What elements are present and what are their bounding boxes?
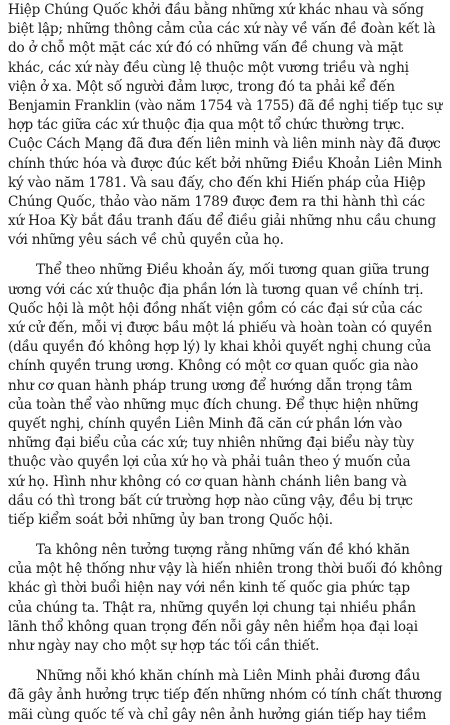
text-line: lãnh thổ không quan trọng đến nỗi gây nên hiểm họa đại loại <box>8 618 418 635</box>
text-line: của chúng ta. Thật ra, những quyền lợi chung tại nhiều phần <box>8 599 416 616</box>
text-line: biệt lập; những thông cảm của các xứ này về vấn đề đoàn kết là <box>8 21 436 38</box>
text-line: tiếp kiểm soát bởi những ủy ban trong Quốc hội. <box>8 511 333 528</box>
text-line: ương với các xứ thuộc địa phần lớn là tương quan về chính trị. <box>8 281 424 298</box>
paragraph-1 <box>8 0 442 250</box>
text-line: Những nỗi khó khăn chính mà Liên Minh phải đương đầu <box>36 668 421 685</box>
text-line: khác, các xứ này đều cùng lệ thuộc một vương triều và nghị <box>8 59 409 76</box>
text-line: khác gì thời buổi hiện nay với nền kinh tế quốc gia phức tạp <box>8 580 410 597</box>
text-line: hợp tác giữa các xứ thuộc địa qua một tổ chức thường trực. <box>8 117 405 134</box>
text-line: viện ở xa. Một số người đảm lược, trong đó ta phải kể đến <box>8 78 395 95</box>
text-line: Ta không nên tưởng tượng rằng những vấn đề khó khăn <box>36 542 410 559</box>
text-line: của toàn thể vào những mục đích chung. Để thực hiện những <box>8 396 419 413</box>
text-line: Chúng Quốc, thảo vào năm 1789 được đem ra thi hành thì các <box>8 193 425 210</box>
text-line: Cuộc Cách Mạng đã đưa đến liên minh và liên minh này đã được <box>8 136 441 153</box>
text-line: Hiệp Chúng Quốc khởi đầu bằng những xứ khác nhau và sống <box>8 2 424 18</box>
text-line: với những yêu sách về chủ quyền của họ. <box>8 232 284 249</box>
text-line: mãi cùng quốc tế và chỉ gây nên ảnh hưởng gián tiếp hay tiềm <box>8 706 427 723</box>
document-page <box>8 0 443 723</box>
paragraph-spacer <box>8 250 442 261</box>
paragraph-3 <box>8 541 442 656</box>
text-line: xứ cử đến, mỗi vị được bầu một lá phiếu và hoàn toàn có quyền <box>8 320 432 336</box>
text-line: như ngày nay cho một sự hợp tác tối cần thiết. <box>8 638 320 654</box>
text-line: dầu có thì trong bất cứ trường hợp nào cũng vậy, đều bị trực <box>8 492 413 509</box>
text-line: chính quyền trung ương. Không có một cơ quan quốc gia nào <box>8 358 419 375</box>
text-line: chính thức hóa và được đúc kết bởi những Điều Khoản Liên Minh <box>8 155 442 172</box>
text-line: xứ Hoa Kỳ bắt đầu tranh đấu để điều giải những nhu cầu chung <box>8 213 436 230</box>
text-line: đã gây ảnh hưởng trực tiếp đến những nhóm có tính chất thương <box>8 687 442 704</box>
text-line: (dầu quyền đó không hợp lý) ly khai khỏi quyết nghị chung của <box>8 339 432 356</box>
paragraph-4 <box>8 667 442 725</box>
text-line: Quốc hội là một hội đồng nhất viện gồm có các đại sứ của các <box>8 300 423 317</box>
text-line: thuộc vào quyền lợi của xứ họ và phải tuân theo ý muốn của <box>8 454 411 471</box>
text-line: những đại biểu của các xứ; tuy nhiên những đại biểu này tùy <box>8 435 414 452</box>
text-line: Thể theo những Điều khoản ấy, mối tương quan giữa trung <box>36 262 430 279</box>
text-line: quyết nghị, chính quyền Liên Minh đã căn cứ phần lớn vào <box>8 415 403 432</box>
text-line: do ở chỗ một mặt các xứ đó có những vấn đề chung và mặt <box>8 40 404 57</box>
paragraph-2 <box>8 261 442 530</box>
text-line: Benjamin Franklin (vào năm 1754 và 1755) đã đề nghị tiếp tục sự <box>8 97 442 114</box>
text-line: ký vào năm 1781. Và sau đấy, cho đến khi Hiến pháp của Hiệp <box>8 174 426 191</box>
text-line: xứ họ. Hình như không có cơ quan hành chánh liên bang và <box>8 473 407 490</box>
paragraph-spacer <box>8 656 442 667</box>
text-line: của một hệ thống như vậy là hiển nhiên trong thời buổi đó không <box>8 561 443 578</box>
paragraph-spacer <box>8 530 442 541</box>
text-line: như cơ quan hành pháp trung ương để hướng dẫn trọng tâm <box>8 377 413 394</box>
